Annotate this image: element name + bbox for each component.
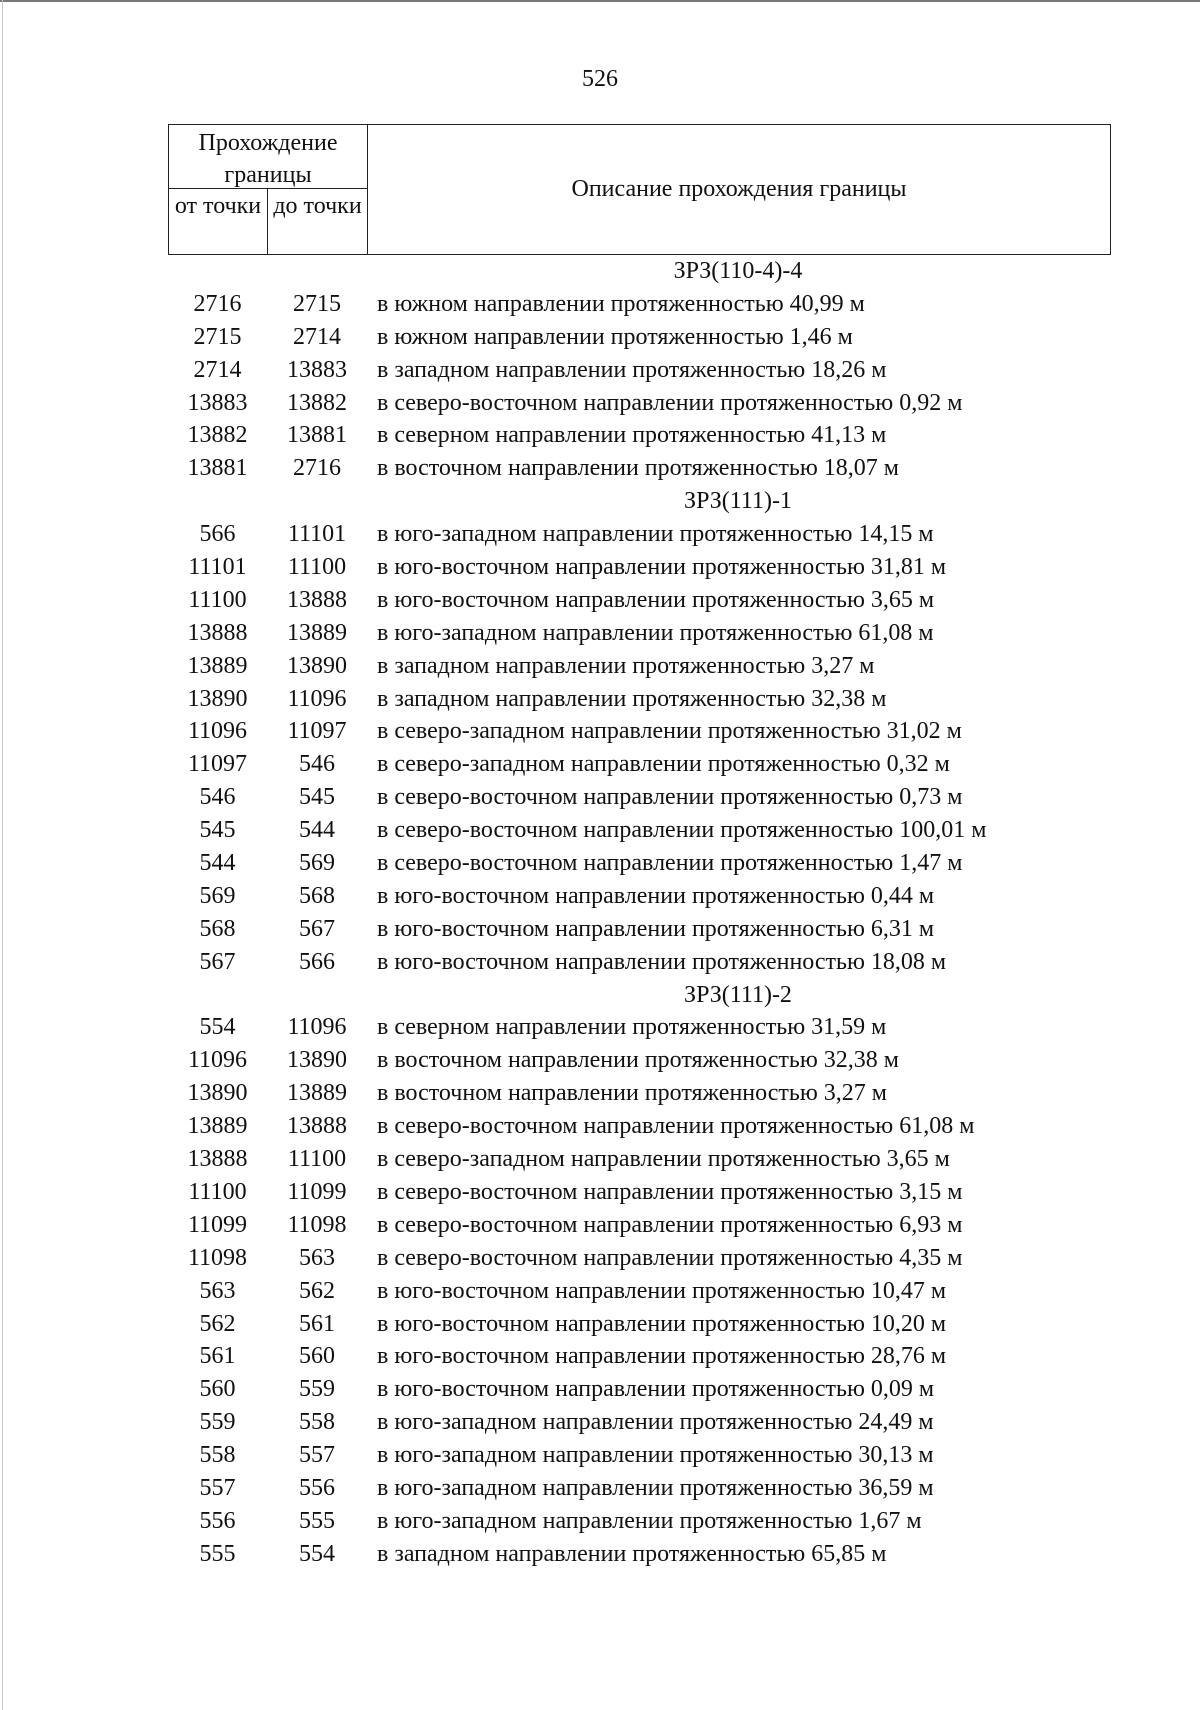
table-row [168, 387, 1168, 420]
segment-description: в юго-западном направлении протяженностью 61,08 м [377, 619, 934, 646]
table-row [168, 288, 1168, 321]
segment-description: в северо-восточном направлении протяженностью 0,92 м [377, 389, 963, 416]
table-row [168, 1110, 1168, 1143]
segment-description: в северо-восточном направлении протяженностью 61,08 м [377, 1113, 975, 1140]
to-point: 558 [299, 1409, 335, 1436]
to-point: 561 [299, 1310, 335, 1337]
segment-description: в юго-восточном направлении протяженностью 6,31 м [377, 915, 935, 942]
table-row [168, 1011, 1168, 1044]
zone-title [168, 255, 1111, 288]
to-point: 11097 [287, 718, 347, 745]
from-point: 558 [199, 1442, 236, 1469]
to-point: 11100 [287, 554, 347, 581]
to-point: 569 [299, 850, 335, 877]
to-point: 13882 [287, 389, 347, 416]
table-row [168, 748, 1168, 781]
segment-description: в западном направлении протяженностью 65,85 м [377, 1540, 887, 1567]
table-row [168, 1538, 1168, 1571]
zone-title-text: ЗРЗ(111)-1 [684, 488, 792, 515]
from-point: 13888 [187, 619, 248, 646]
to-point: 13889 [287, 1080, 347, 1107]
zone-title [168, 979, 1111, 1012]
page-left-rule [2, 0, 3, 1710]
segment-description: в южном направлении протяженностью 1,46 м [377, 323, 853, 350]
to-point: 11096 [287, 685, 347, 712]
from-point: 546 [199, 784, 236, 811]
from-point: 11101 [188, 554, 247, 581]
segment-description: в северо-восточном направлении протяженностью 3,15 м [377, 1178, 963, 1205]
to-point: 557 [299, 1442, 335, 1469]
table-row [168, 551, 1168, 584]
from-point: 11096 [187, 718, 248, 745]
header-boundary-passage: Прохождение границы [169, 125, 368, 189]
table-row [168, 354, 1168, 387]
to-point: 567 [299, 915, 335, 942]
table-row [168, 1472, 1168, 1505]
segment-description: в юго-восточном направлении протяженностью 10,47 м [377, 1277, 947, 1304]
table-row [168, 1176, 1168, 1209]
to-point: 13888 [287, 586, 347, 613]
table-body [168, 255, 1168, 1571]
table-row [168, 847, 1168, 880]
from-point: 13889 [187, 1113, 248, 1140]
to-point: 13883 [287, 356, 347, 383]
to-point: 556 [299, 1474, 335, 1501]
from-point: 13890 [187, 1080, 248, 1107]
segment-description: в восточном направлении протяженностью 3,27 м [377, 1080, 887, 1107]
from-point: 11099 [187, 1211, 248, 1238]
segment-description: в северо-восточном направлении протяженностью 0,73 м [377, 784, 963, 811]
to-point: 563 [299, 1244, 335, 1271]
segment-description: в западном направлении протяженностью 3,27 м [377, 652, 875, 679]
to-point: 13881 [287, 422, 347, 449]
from-point: 568 [199, 915, 236, 942]
segment-description: в северо-западном направлении протяженностью 3,65 м [377, 1146, 950, 1173]
to-point: 559 [299, 1376, 335, 1403]
table-row [168, 1373, 1168, 1406]
segment-description: в северо-восточном направлении протяженностью 4,35 м [377, 1244, 963, 1271]
table-row [168, 913, 1168, 946]
table-row [168, 1242, 1168, 1275]
to-point: 562 [299, 1277, 335, 1304]
to-point: 546 [299, 751, 335, 778]
from-point: 13888 [187, 1146, 248, 1173]
segment-description: в северном направлении протяженностью 41,13 м [377, 422, 887, 449]
segment-description: в юго-восточном направлении протяженностью 0,44 м [377, 882, 935, 909]
to-point: 554 [299, 1540, 335, 1567]
segment-description: в юго-восточном направлении протяженностью 28,76 м [377, 1343, 947, 1370]
table-row [168, 814, 1168, 847]
segment-description: в юго-восточном направлении протяженностью 18,08 м [377, 948, 947, 975]
segment-description: в южном направлении протяженностью 40,99 м [377, 290, 865, 317]
to-point: 13890 [287, 1047, 347, 1074]
from-point: 556 [199, 1507, 236, 1534]
to-point: 11099 [287, 1178, 347, 1205]
table-row [168, 715, 1168, 748]
segment-description: в северном направлении протяженностью 31,59 м [377, 1014, 887, 1041]
from-point: 11098 [187, 1244, 248, 1271]
from-point: 13890 [187, 685, 248, 712]
table-row [168, 946, 1168, 979]
page-top-rule [0, 0, 1200, 2]
from-point: 2715 [193, 323, 242, 350]
to-point: 560 [299, 1343, 335, 1370]
from-point: 13882 [187, 422, 248, 449]
segment-description: в юго-восточном направлении протяженностью 10,20 м [377, 1310, 947, 1337]
table-header [168, 124, 1111, 255]
segment-description: в северо-западном направлении протяженностью 0,32 м [377, 751, 950, 778]
to-point: 13890 [287, 652, 347, 679]
to-point: 11101 [287, 521, 347, 548]
from-point: 569 [199, 882, 236, 909]
table-row [168, 321, 1168, 354]
from-point: 562 [199, 1310, 236, 1337]
segment-description: в юго-западном направлении протяженностью 30,13 м [377, 1442, 934, 1469]
table-row [168, 452, 1168, 485]
from-point: 2714 [193, 356, 242, 383]
from-point: 567 [199, 948, 236, 975]
segment-description: в юго-западном направлении протяженностью 14,15 м [377, 521, 934, 548]
table-row [168, 584, 1168, 617]
to-point: 11100 [287, 1146, 347, 1173]
table-row [168, 1209, 1168, 1242]
to-point: 544 [299, 817, 335, 844]
from-point: 555 [199, 1540, 236, 1567]
table-row [168, 419, 1168, 452]
from-point: 13881 [187, 455, 248, 482]
header-from-point: от точки [169, 189, 268, 255]
from-point: 11096 [187, 1047, 248, 1074]
from-point: 559 [199, 1409, 236, 1436]
to-point: 555 [299, 1507, 335, 1534]
table-row [168, 1340, 1168, 1373]
table-row [168, 781, 1168, 814]
zone-title-text: ЗРЗ(111)-2 [684, 981, 792, 1008]
table-row [168, 1308, 1168, 1341]
from-point: 561 [199, 1343, 236, 1370]
from-point: 11100 [188, 586, 247, 613]
to-point: 13889 [287, 619, 347, 646]
zone-title [168, 485, 1111, 518]
table-row [168, 617, 1168, 650]
to-point: 2716 [293, 455, 341, 482]
to-point: 11098 [287, 1211, 347, 1238]
from-point: 13883 [187, 389, 248, 416]
segment-description: в северо-восточном направлении протяженностью 1,47 м [377, 850, 963, 877]
table-row [168, 1143, 1168, 1176]
segment-description: в юго-восточном направлении протяженностью 31,81 м [377, 554, 947, 581]
from-point: 545 [199, 817, 236, 844]
table-row [168, 880, 1168, 913]
segment-description: в юго-восточном направлении протяженностью 3,65 м [377, 586, 935, 613]
segment-description: в юго-восточном направлении протяженностью 0,09 м [377, 1376, 935, 1403]
header-to-point: до точки [268, 189, 368, 255]
from-point: 560 [199, 1376, 236, 1403]
from-point: 544 [199, 850, 236, 877]
table-row [168, 518, 1168, 551]
segment-description: в западном направлении протяженностью 32,38 м [377, 685, 887, 712]
header-description: Описание прохождения границы [571, 176, 907, 202]
from-point: 13889 [187, 652, 248, 679]
segment-description: в северо-западном направлении протяженностью 31,02 м [377, 718, 962, 745]
table-row [168, 1439, 1168, 1472]
to-point: 2715 [293, 290, 341, 317]
table-row [168, 1406, 1168, 1439]
table-row [168, 683, 1168, 716]
table-row [168, 1044, 1168, 1077]
from-point: 563 [199, 1277, 236, 1304]
segment-description: в юго-западном направлении протяженностью 1,67 м [377, 1507, 922, 1534]
from-point: 11100 [188, 1178, 247, 1205]
zone-title-text: ЗРЗ(110-4)-4 [673, 258, 803, 284]
from-point: 566 [199, 521, 236, 548]
from-point: 557 [199, 1474, 236, 1501]
table-row [168, 1505, 1168, 1538]
to-point: 2714 [293, 323, 341, 350]
table-row [168, 1077, 1168, 1110]
segment-description: в восточном направлении протяженностью 32,38 м [377, 1047, 899, 1074]
segment-description: в юго-западном направлении протяженностью 36,59 м [377, 1474, 934, 1501]
table-row [168, 650, 1168, 683]
to-point: 13888 [287, 1113, 347, 1140]
to-point: 11096 [287, 1014, 347, 1041]
table-row [168, 1275, 1168, 1308]
to-point: 566 [299, 948, 335, 975]
segment-description: в западном направлении протяженностью 18,26 м [377, 356, 887, 383]
from-point: 11097 [187, 751, 248, 778]
page-number: 526 [582, 66, 618, 92]
to-point: 545 [299, 784, 335, 811]
segment-description: в восточном направлении протяженностью 18,07 м [377, 455, 899, 482]
from-point: 2716 [193, 290, 242, 317]
segment-description: в юго-западном направлении протяженностью 24,49 м [377, 1409, 934, 1436]
to-point: 568 [299, 882, 335, 909]
segment-description: в северо-восточном направлении протяженностью 100,01 м [377, 817, 987, 844]
from-point: 554 [199, 1014, 236, 1041]
segment-description: в северо-восточном направлении протяженностью 6,93 м [377, 1211, 963, 1238]
